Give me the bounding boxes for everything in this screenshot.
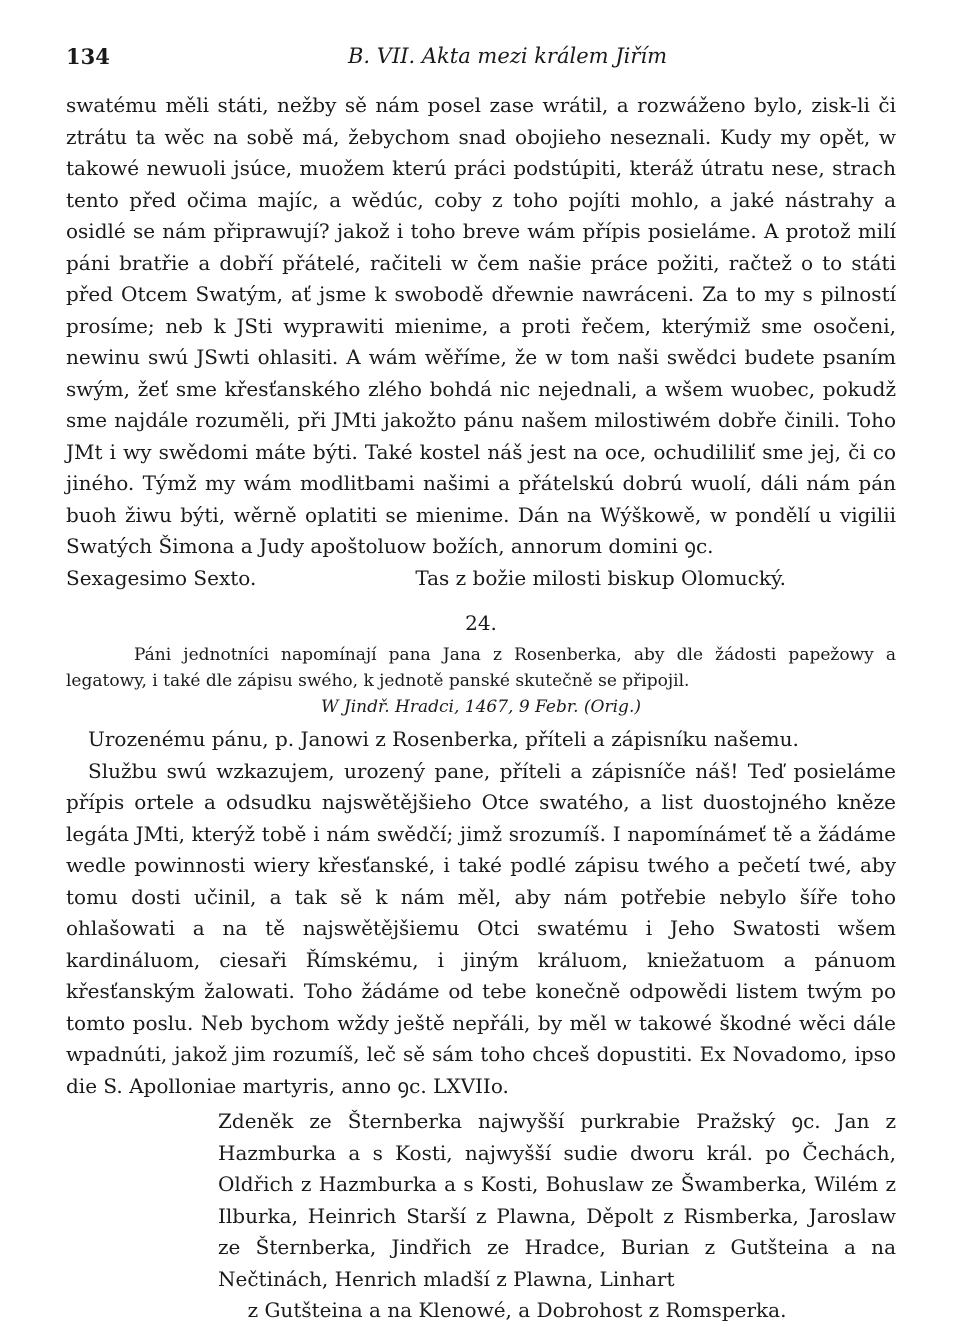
page-number: 134 bbox=[66, 44, 110, 69]
signatories-list bbox=[218, 1106, 896, 1327]
document-dateline: W Jindř. Hradci, 1467, 9 Febr. (Orig.) bbox=[321, 697, 641, 717]
signature: Tas z božie milosti biskup Olomucký. bbox=[415, 565, 786, 590]
signatories: Zdeněk ze Šternberka najwyšší purkrabie Pražský ꝯc. Jan z Hazmburka a s Kosti, najwyšší sudie dworu král. po Čechách, Oldřich z Hazmburka a s Kosti, Bohuslaw ze Šwamberka, Wilém z Ilburka, Heinrich Starší z Plawna, Děpolt z Rismberka, Jaroslaw ze Šternberka, Jindřich ze Hradce, Burian z Gutšteina a na Nečtinách, Henrich mladší z Plawna, Linhart bbox=[218, 1109, 896, 1291]
signatories-last-line: z Gutšteina a na Klenowé, a Dobrohost z Romsperka. bbox=[247, 1298, 787, 1322]
letter-24-body: Službu swú wzkazujem, urozený pane, příteli a zápisníče náš! Teď posieláme přípis ortele a odsudku najswětějšieho Otce swatého, a list duostojného kněze legáta JMti, kterýž tobě i nám swědčí; jimž srozumíš. I napomínámeť tě a žádáme wedle powinnosti wiery křesťanské, i také podlé zápisu twého a pečetí twé, aby tomu dosti učinil, a tak sě k nám měl, aby nám potřebie nebylo šíře toho ohlašowati a na tě najswětějšiemu Otci swatému i Jeho Swatosti wšem kardináluom, ciesaři Římskému, i jiným králuom, kniežatuom a pánuom křesťanským žalowati. Toho žádáme od tebe konečně odpowědi listem twým po tomto poslu. Neb bychom wždy ještě nepřáli, by měl w takowé škodné wěci dále wpadnúti, jakož jim rozumíš, leč sě sám toho chceš dopustiti. Ex Novadomo, ipso die S. Apolloniae martyris, anno ꝯc. LXVIIo. bbox=[66, 758, 896, 1098]
letter-23-closing bbox=[66, 563, 896, 595]
document-number: 24. bbox=[465, 611, 497, 635]
page-header bbox=[66, 38, 896, 74]
letter-23-body: swatému měli státi, nežby sě nám posel zase wrátil, a rozwáženo bylo, zisk-li či ztrátu ta wěc na sobě má, žebychom snad obojieho neseznali. Kudy my opět, w takowé newuoli jsúce, muožem kterú práci podstúpiti, kteráž útratu nese, strach tento před očima majíc, a wědúc, coby z toho pojíti mohlo, a jaké nástrahy a osidlé se nám připrawují? jakož i toho breve wám přípis posieláme. A protož milí páni bratřie a dobří přátelé, račiteli w čem našie práce požiti, račtež o to státi před Otcem Swatým, ať jsme k swobodě dřewnie nawráceni. Za to my s pilností prosíme; neb k JSti wyprawiti mienime, a proti řečem, kterýmiž sme osočeni, newinu swú JSwti ohlasiti. A wám wěříme, že w tom naši swědci budete psaním swým, žeť sme křesťanského zlého bohdá nic nejednali, a wšem wuobec, pokudž sme najdále rozuměli, při JMti jakožto pánu našem milostiwém dobře činili. Toho JMt i wy swědomi máte býti. Také kostel náš jest na oce, ochudililiť sme jej, či co jiného. Týmž my wám modlitbami našimi a přátelskú dobrú wuolí, dáli nám pán buoh žiwu býti, wěrně oplatiti se mienime. Dán na Wýškowě, w pondělí u vigilii Swatých Šimona a Judy apoštoluow božích, annorum domini ꝯc. bbox=[66, 93, 896, 558]
letter-address: Urozenému pánu, p. Janowi z Rosenberka, příteli a zápisníku našemu. bbox=[88, 727, 799, 751]
running-title: B. VII. Akta mezi králem Jiřím bbox=[348, 44, 668, 68]
document-summary: Páni jednotníci napomínají pana Jana z Rosenberka, aby dle žádosti papežowy a legatowy, i také dle zápisu swého, k jednotě panské skutečně se připojil. bbox=[66, 645, 896, 691]
closing-date: Sexagesimo Sexto. bbox=[66, 565, 257, 590]
